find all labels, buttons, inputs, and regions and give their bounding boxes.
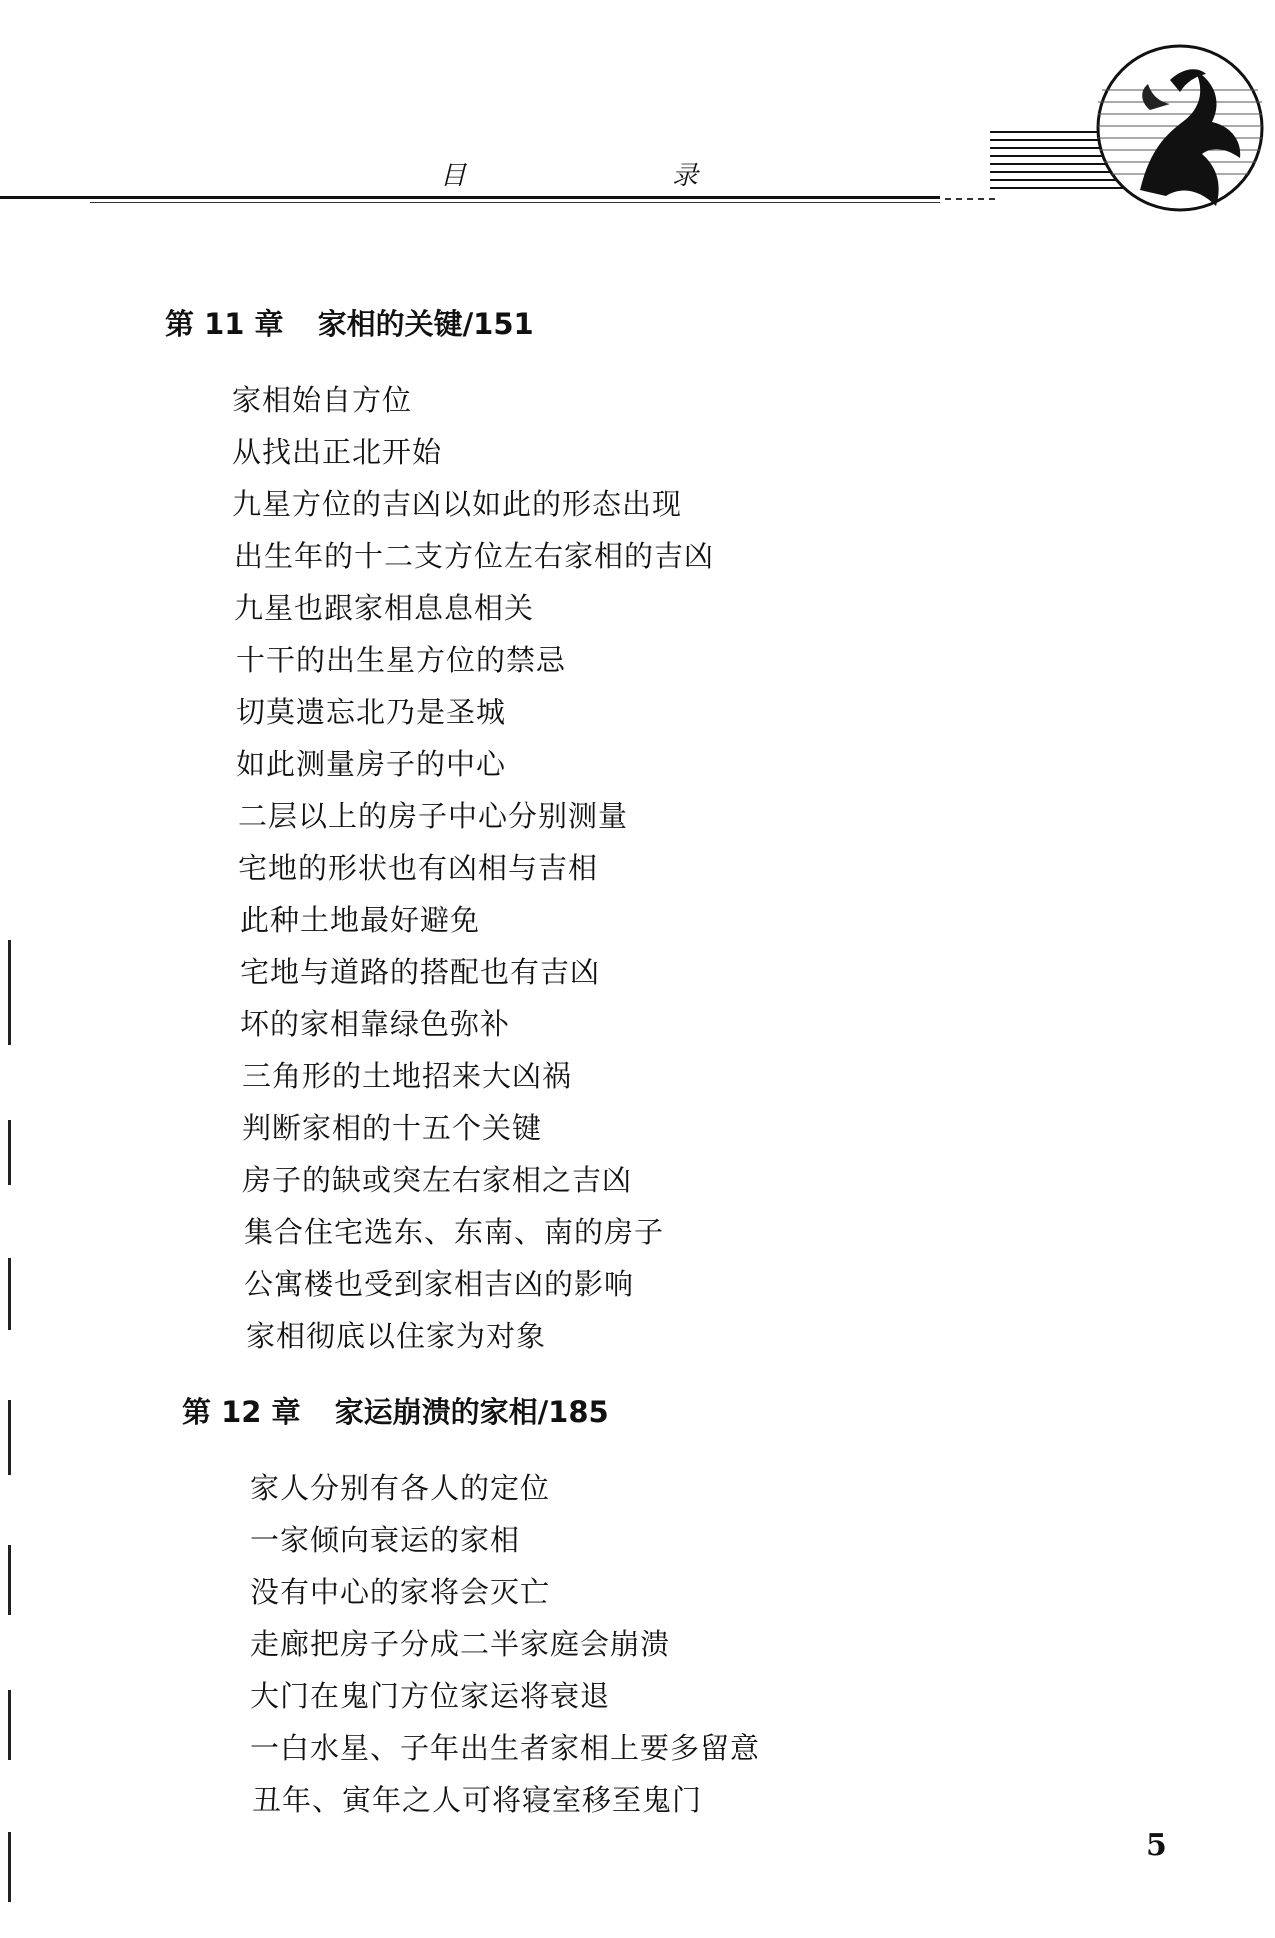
chapter-number: 第 12 章 [182, 1395, 301, 1429]
scan-edge-mark [8, 1258, 11, 1330]
chapter-title: 家相的关键/151 [317, 307, 534, 341]
toc-entry: 宅地与道路的搭配也有吉凶 [240, 955, 601, 989]
page-header [0, 0, 1275, 220]
toc-entry: 九星也跟家相息息相关 [234, 591, 535, 625]
toc-entry: 家相彻底以住家为对象 [246, 1319, 547, 1353]
toc-entry: 切莫遗忘北乃是圣城 [236, 695, 507, 729]
header-rule-thin [90, 202, 940, 203]
toc-entry: 房子的缺或突左右家相之吉凶 [242, 1163, 633, 1197]
toc-entry: 如此测量房子的中心 [236, 747, 507, 781]
toc-entry: 公寓楼也受到家相吉凶的影响 [244, 1267, 635, 1301]
toc-entry: 三角形的土地招来大凶祸 [242, 1059, 573, 1093]
page-number: 5 [1146, 1828, 1167, 1863]
toc-entry: 坏的家相靠绿色弥补 [240, 1007, 511, 1041]
chapter-heading [182, 1390, 609, 1431]
toc-entry: 十干的出生星方位的禁忌 [236, 643, 567, 677]
scan-edge-mark [8, 940, 11, 1045]
toc-entry: 从找出正北开始 [232, 435, 443, 469]
toc-entry: 集合住宅选东、东南、南的房子 [244, 1215, 665, 1249]
toc-entry: 二层以上的房子中心分别测量 [238, 799, 629, 833]
toc-entry: 一家倾向衰运的家相 [250, 1523, 521, 1557]
running-title-left: 目 [440, 161, 469, 191]
toc-entry: 出生年的十二支方位左右家相的吉凶 [234, 539, 715, 573]
scan-edge-mark [8, 1120, 11, 1185]
toc-entry: 家人分别有各人的定位 [250, 1471, 551, 1505]
running-title [440, 155, 700, 192]
scan-edge-mark [8, 1690, 11, 1760]
toc-entry: 家相始自方位 [232, 383, 413, 417]
toc-entry: 没有中心的家将会灭亡 [250, 1575, 551, 1609]
scan-edge-mark [8, 1400, 11, 1475]
toc-entry: 走廊把房子分成二半家庭会崩溃 [250, 1627, 671, 1661]
chapter-number: 第 11 章 [165, 307, 284, 341]
toc-entry: 判断家相的十五个关键 [242, 1111, 543, 1145]
running-title-right: 录 [671, 161, 700, 191]
scan-edge-mark [8, 1545, 11, 1615]
scan-edge-mark [8, 1832, 11, 1902]
toc-entry: 大门在鬼门方位家运将衰退 [250, 1679, 611, 1713]
toc-entry: 宅地的形状也有凶相与吉相 [238, 851, 599, 885]
ornamental-figure-emblem-icon [990, 40, 1275, 215]
header-rule-thick [0, 196, 940, 199]
header-rule-dash [945, 198, 995, 200]
chapter-heading [165, 302, 534, 343]
chapter-title: 家运崩溃的家相/185 [334, 1395, 609, 1429]
toc-entry: 丑年、寅年之人可将寝室移至鬼门 [252, 1783, 703, 1817]
toc-entry: 九星方位的吉凶以如此的形态出现 [232, 487, 683, 521]
toc-entry: 此种土地最好避免 [240, 903, 481, 937]
toc-entry: 一白水星、子年出生者家相上要多留意 [250, 1731, 761, 1765]
